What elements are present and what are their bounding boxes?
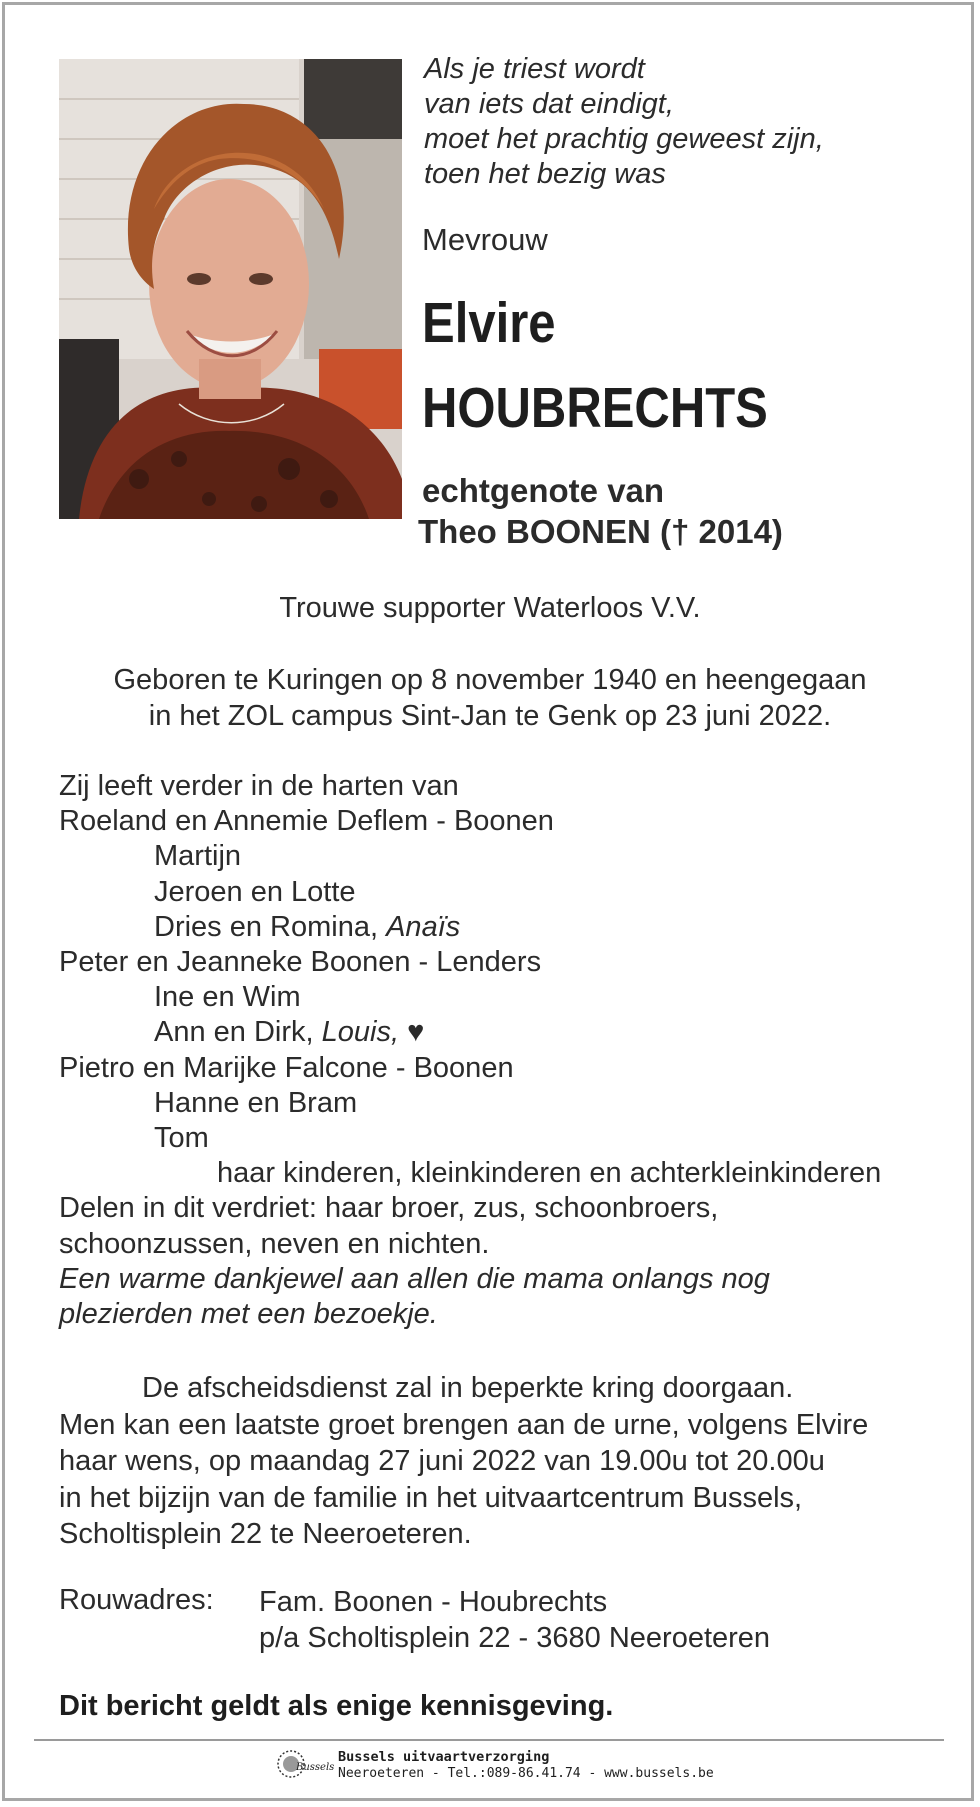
great-grandchild: Louis,: [321, 1016, 400, 1049]
notice-text: Dit bericht geldt als enige kennisgeving.: [59, 1690, 614, 1722]
heart-icon: ♥: [407, 1016, 425, 1049]
service-line: Scholtisplein 22 te Neeroeteren.: [59, 1518, 472, 1550]
sharing-line: schoonzussen, neven en nichten.: [59, 1227, 490, 1260]
supporter-line: Trouwe supporter Waterloos V.V.: [279, 592, 701, 624]
grandchild: Tom: [154, 1122, 209, 1155]
address-line: Fam. Boonen - Houbrechts: [259, 1586, 608, 1618]
grandchild: Ine en Wim: [154, 981, 301, 1014]
honorific: Mevrouw: [422, 222, 548, 257]
child-family: Peter en Jeanneke Boonen - Lenders: [59, 946, 542, 979]
deceased-last-name: HOUBRECHTS: [422, 376, 768, 440]
poem: [424, 52, 824, 192]
family-summary: haar kinderen, kleinkinderen en achterkleinkinderen: [217, 1157, 882, 1190]
poem-line: Als je triest wordt: [424, 53, 645, 85]
relation-label: echtgenote van: [422, 472, 665, 509]
grandchild: [59, 910, 881, 945]
address-label: Rouwadres:: [59, 1584, 214, 1616]
grandchild: Martijn: [154, 840, 242, 873]
address-line: p/a Scholtisplein 22 - 3680 Neeroeteren: [259, 1622, 771, 1654]
child-family: Pietro en Marijke Falcone - Boonen: [59, 1051, 514, 1084]
thanks-line: plezierden met een bezoekje.: [59, 1298, 438, 1331]
grandchild: Hanne en Bram: [154, 1086, 358, 1119]
logo-text: Bussels: [296, 1762, 335, 1773]
footer-divider: [34, 1739, 944, 1741]
family-list: [59, 769, 881, 1332]
poem-line: toen het bezig was: [424, 158, 666, 190]
service-line: haar wens, op maandag 27 juni 2022 van 19.00u tot 20.00u: [59, 1445, 825, 1477]
bussels-logo: [274, 1748, 335, 1782]
grandchild-name: Dries en Romina,: [154, 910, 379, 943]
birth-line: Geboren te Kuringen op 8 november 1940 en heengegaan: [113, 664, 867, 696]
poem-line: moet het prachtig geweest zijn,: [424, 123, 824, 155]
service-line: De afscheidsdienst zal in beperkte kring doorgaan.: [142, 1372, 794, 1404]
sharing-line: Delen in dit verdriet: haar broer, zus, schoonbroers,: [59, 1192, 719, 1225]
portrait-photo: [59, 59, 402, 519]
child-family: Roeland en Annemie Deflem - Boonen: [59, 805, 554, 838]
mourning-address: [259, 1584, 770, 1656]
death-line: in het ZOL campus Sint-Jan te Genk op 23 juni 2022.: [148, 700, 832, 732]
spouse-name: Theo BOONEN († 2014): [418, 513, 783, 550]
deceased-first-name: Elvire: [422, 291, 556, 355]
grandchild: Jeroen en Lotte: [154, 875, 356, 908]
poem-line: van iets dat eindigt,: [424, 88, 674, 120]
birth-death-text: [0, 662, 980, 734]
great-grandchild: Anaïs: [386, 910, 461, 943]
service-line: in het bijzijn van de familie in het uitvaartcentrum Bussels,: [59, 1481, 803, 1514]
family-intro: Zij leeft verder in de harten van: [59, 770, 459, 802]
service-info: [59, 1370, 868, 1553]
grandchild: [59, 1015, 881, 1050]
thanks-line: Een warme dankjewel aan allen die mama onlangs nog: [59, 1262, 770, 1295]
grandchild-name: Ann en Dirk,: [154, 1016, 314, 1049]
company-name: Bussels uitvaartverzorging: [338, 1749, 550, 1765]
service-line: Men kan een laatste groet brengen aan de urne, volgens Elvire: [59, 1408, 869, 1441]
company-contact: Neeroeteren - Tel.:089-86.41.74 - www.bussels.be: [338, 1766, 714, 1781]
